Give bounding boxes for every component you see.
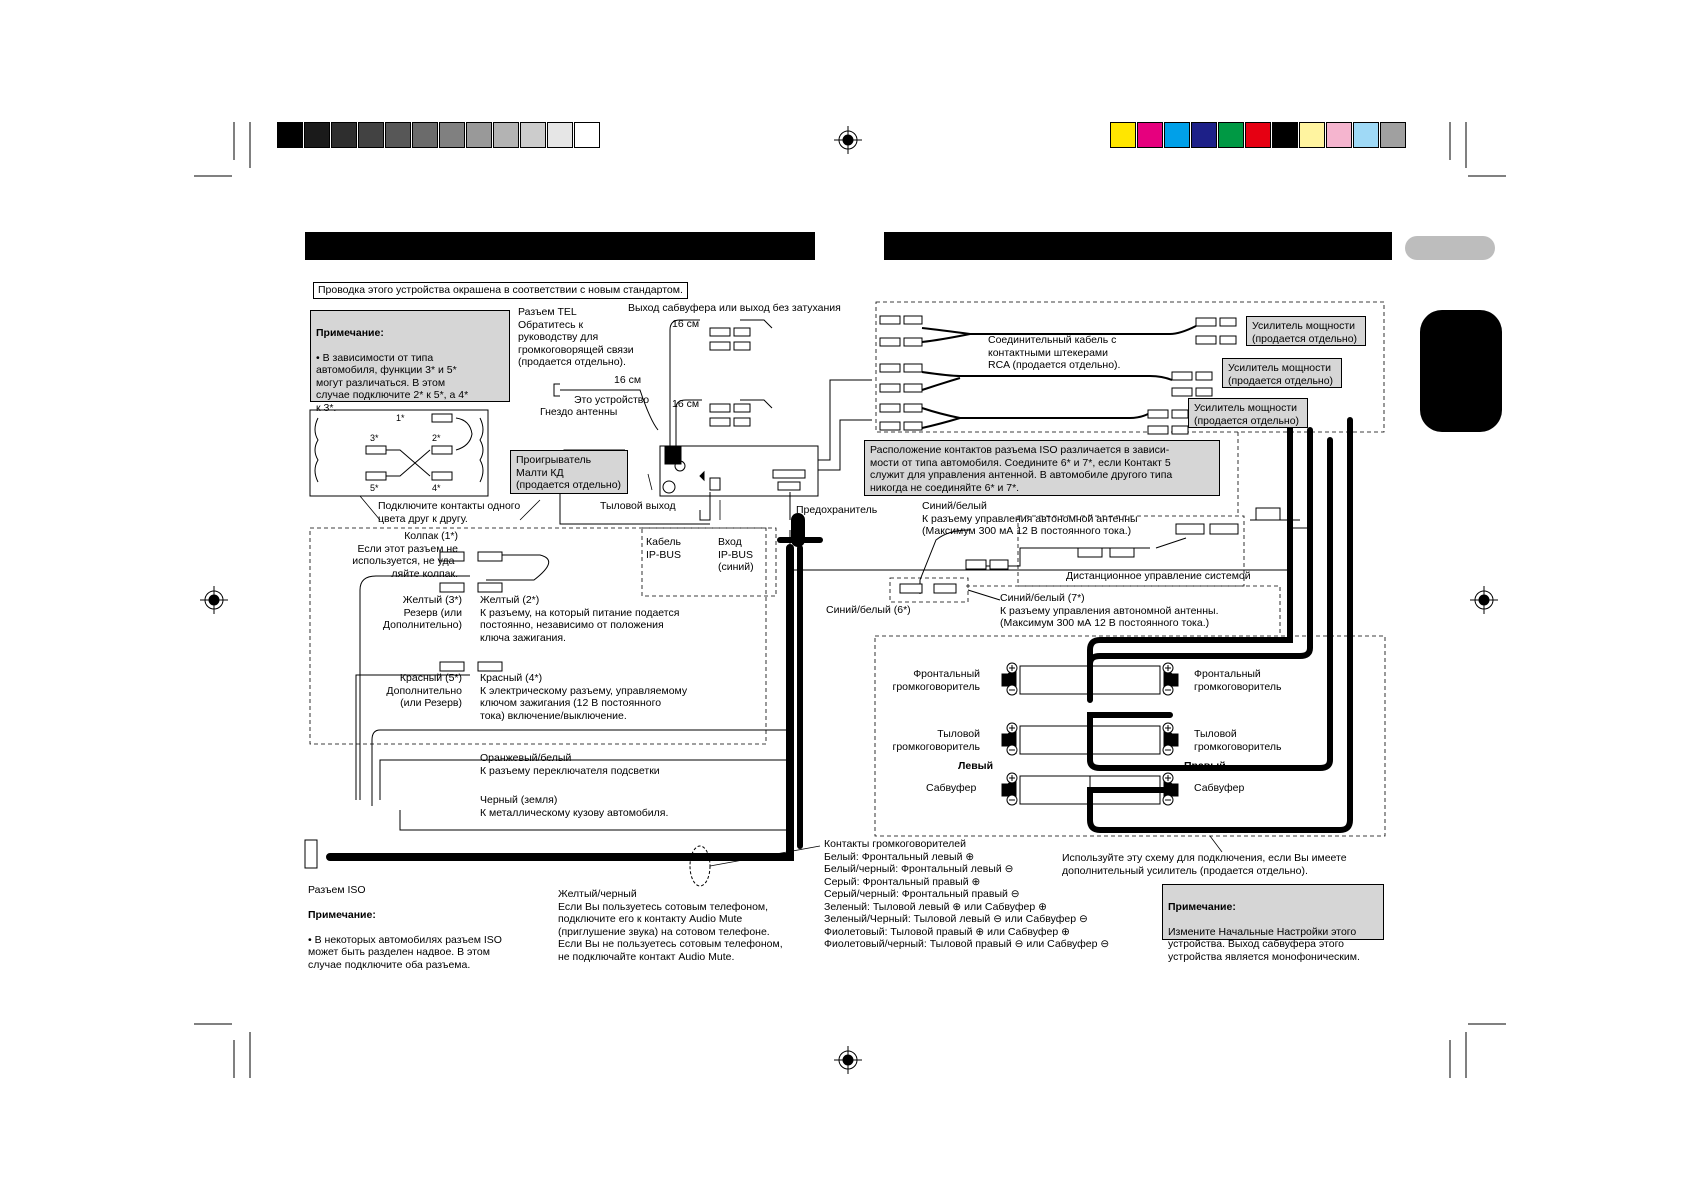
sub-left-label: Сабвуфер xyxy=(926,782,977,794)
left-side-label: Левый xyxy=(958,760,994,772)
speaker-contacts-label: Контакты громкоговорителей Белый: Фронтальный левый ⊕ Белый/черный: Фронтальный левый ⊖ Серый: Фронтальный правый ⊕ Серый/черный: Фронтальный правый ⊖ Зеленый: Тыловой левый ⊕ или Сабвуфер ⊕ Зеленый/Черный: Тыловой левый ⊖ или Сабвуфер ⊖ Фиолетовый: Тыловой правый ⊕ или Сабвуфер ⊕ Фиолетовый/черный: Тыловой правый ⊖ или Сабвуфер ⊖ xyxy=(824,838,1110,950)
ipbus-cable-label: Кабель IP-BUS xyxy=(646,536,682,561)
speaker-frames xyxy=(1020,666,1160,804)
pin-label-2: 2* xyxy=(432,433,441,443)
rear-out-label: Тыловой выход xyxy=(600,500,676,512)
remote-label: Дистанционное управление системой xyxy=(1066,570,1251,582)
cap-label: Колпак (1*) Если этот разъем не используется, не уда- ляйте колпак. xyxy=(352,530,458,580)
intro-label: Проводка этого устройства окрашена в соответствии с новым стандартом. xyxy=(313,282,688,299)
iso-connector-label: Разъем ISO xyxy=(308,884,366,896)
rear-left-speaker-label: Тыловой громкоговоритель xyxy=(892,728,980,753)
audio-mute-ellipse xyxy=(690,846,710,886)
yellow2-label: Желтый (2*) К разъему, на который питание подается постоянно, независимо от положения ключа зажигания. xyxy=(480,594,680,644)
tel-jack-label: Разъем TEL Обратитесь к руководству для громкоговорящей связи (продается отдельно). xyxy=(518,306,634,368)
length-label-3: 16 см xyxy=(672,398,700,410)
note-bottom-title: Примечание: xyxy=(308,908,376,921)
red4-label: Красный (4*) К электрическому разъему, управляемому ключом зажигания (12 В постоянного тока) включение/выключение. xyxy=(480,672,688,722)
this-unit-label: Это устройство xyxy=(574,394,650,406)
length-label-1: 16 см xyxy=(672,318,700,330)
yellow-black-label: Желтый/черный Если Вы пользуетесь сотовым телефоном, подключите его к контакту Audio Mute (приглушение звука) на сотовом телефоне. Если Вы не пользуетесь сотовым телефоном, не подключайте контакт Audio Mute. xyxy=(558,888,783,963)
connect-same-label: Подключите контакты одного цвета друг к другу. xyxy=(378,500,521,525)
note-right-body: Измените Начальные Настройки этого устройства. Выход сабвуфера этого устройства является монофоническим. xyxy=(1168,925,1360,963)
front-right-speaker-label: Фронтальный громкоговоритель xyxy=(1194,668,1282,693)
pin-label-4: 4* xyxy=(432,483,441,493)
pin-label-5: 5* xyxy=(370,483,379,493)
rca-cable-label: Соединительный кабель с контактными штекерами RCA (продается отдельно). xyxy=(988,334,1121,371)
antenna-jack-label: Гнездо антенны xyxy=(540,406,618,418)
amp-box-3: Усилитель мощности (продается отдельно) xyxy=(1188,398,1308,428)
head-unit xyxy=(660,446,818,496)
black-ground-label: Черный (земля) К металлическому кузову автомобиля. xyxy=(480,794,669,819)
length-label-2: 16 см xyxy=(614,374,642,386)
blue-white6-label: Синий/белый (6*) xyxy=(826,604,911,616)
blue-white-top-label: Синий/белый К разъему управления автономной антенны (Максимум 300 мА 12 В постоянного тока.) xyxy=(922,500,1138,537)
red5-label: Красный (5*) Дополнительно (или Резерв) xyxy=(386,672,462,709)
yellow3-label: Желтый (3*) Резерв (или Дополнительно) xyxy=(382,594,462,631)
note-left-title: Примечание: xyxy=(316,326,384,339)
ipbus-in-label: Вход IP-BUS (синий) xyxy=(718,536,754,573)
right-side-label: Правый xyxy=(1184,760,1226,772)
orange-label: Оранжевый/белый К разъему переключателя подсветки xyxy=(480,752,660,777)
note-left-body: • В зависимости от типа автомобиля, функции 3* и 5* могут различаться. В этом случае подключите 2* к 5*, а 4* к 3*. xyxy=(316,351,469,414)
sub-right-label: Сабвуфер xyxy=(1194,782,1245,794)
pin-label-1: 1* xyxy=(396,413,405,423)
amp-box-2: Усилитель мощности (продается отдельно) xyxy=(1222,358,1342,388)
rear-right-speaker-label: Тыловой громкоговоритель xyxy=(1194,728,1282,753)
blue-white7-label: Синий/белый (7*) К разъему управления автономной антенны. (Максимум 300 мА 12 В постоянного тока.) xyxy=(1000,592,1219,629)
amp-box-1: Усилитель мощности (продается отдельно) xyxy=(1246,316,1366,346)
note-bottom-body: • В некоторых автомобилях разъем ISO может быть разделен надвое. В этом случае подключите оба разъема. xyxy=(308,933,502,971)
pin-label-3: 3* xyxy=(370,433,379,443)
fuse-label: Предохранитель xyxy=(796,504,878,516)
use-scheme-label: Используйте эту схему для подключения, если Вы имеете дополнительный усилитель (продается отдельно). xyxy=(1062,852,1347,877)
note-right-box xyxy=(1162,884,1384,963)
subwoofer-out-label: Выход сабвуфера или выход без затухания xyxy=(628,302,841,314)
iso-note-box: Расположение контактов разъема ISO различается в зависи- мости от типа автомобиля. Соедините 6* и 7*, если Контакт 5 служит для управления антенной. В автомобиле другого типа никогда не соединяйте 6* и 7*. xyxy=(864,440,1220,496)
front-left-speaker-label: Фронтальный громкоговоритель xyxy=(892,668,980,693)
multi-cd-box: Проигрыватель Малти КД (продается отдельно) xyxy=(510,450,628,494)
note-left xyxy=(310,310,510,414)
note-right-title: Примечание: xyxy=(1168,900,1236,913)
note-bottom xyxy=(308,896,502,984)
